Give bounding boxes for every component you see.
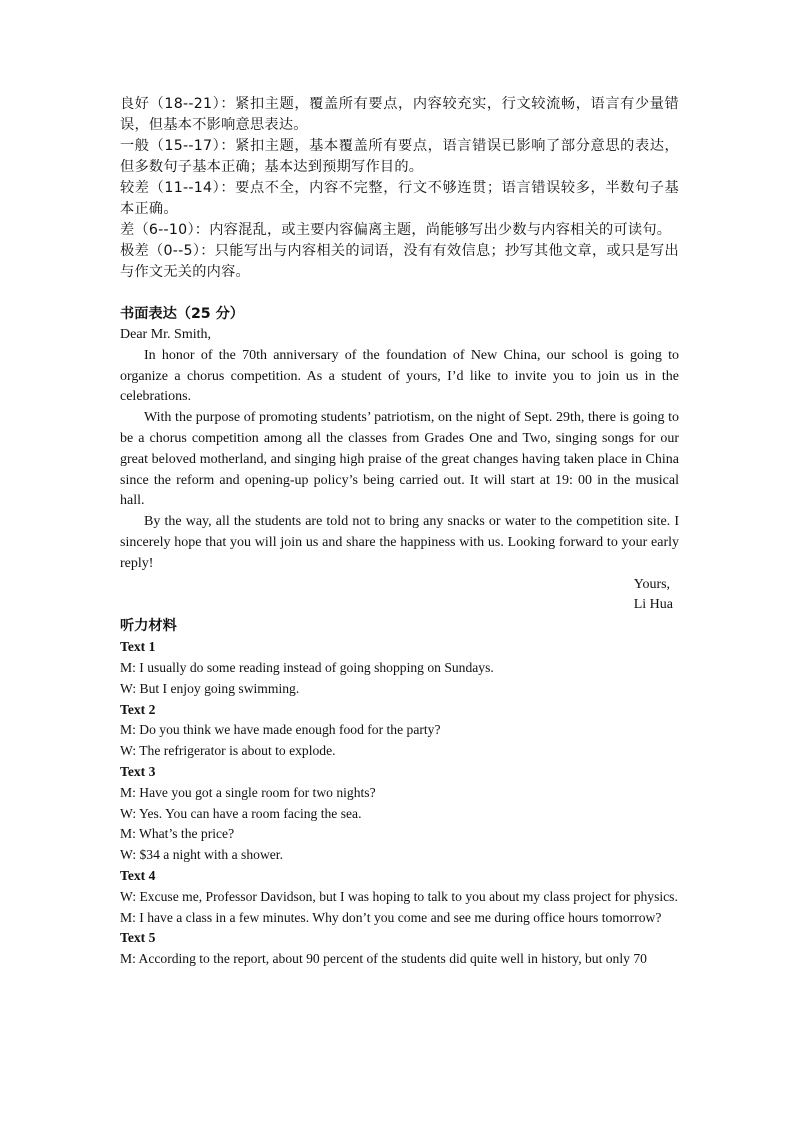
- dialogue-line: M: Do you think we have made enough food for the party?: [120, 722, 441, 738]
- text-label: Text 5: [120, 930, 156, 946]
- dialogue-line: W: Excuse me, Professor Davidson, but I was hoping to talk to you about my class project for physics.: [120, 888, 678, 904]
- dialogue-line: W: Yes. You can have a room facing the sea.: [120, 805, 362, 821]
- dialogue-line: M: I have a class in a few minutes. Why don’t you come and see me during office hours tomorrow?: [120, 909, 662, 925]
- listening-heading: 听力材料: [120, 618, 177, 635]
- sample-essay: [120, 325, 679, 616]
- grading-level-very-bad: 极差（0--5）：只能写出与内容相关的词语，没有有效信息；抄写其他文章，或只是写出与作文无关的内容。: [120, 243, 679, 280]
- dialogue-line: M: Have you got a single room for two nights?: [120, 784, 376, 800]
- spacer: [120, 283, 679, 304]
- grading-level-bad: 差（6--10）：内容混乱，或主要内容偏离主题，尚能够写出少数与内容相关的可读句。: [120, 222, 672, 238]
- essay-signature: Li Hua: [633, 597, 673, 613]
- listening-transcript: [120, 637, 679, 970]
- dialogue-line: M: What’s the price?: [120, 826, 235, 842]
- dialogue-line: W: The refrigerator is about to explode.: [120, 743, 336, 759]
- grading-level-good: 良好（18--21）：紧扣主题，覆盖所有要点，内容较充实，行文较流畅，语言有少量错误，但基本不影响意思表达。: [120, 96, 679, 133]
- text-label: Text 2: [120, 701, 156, 717]
- dialogue-line: M: I usually do some reading instead of going shopping on Sundays.: [120, 659, 494, 675]
- essay-signoff: [120, 575, 679, 617]
- grading-criteria: [120, 94, 679, 283]
- essay-paragraph: By the way, all the students are told not to bring any snacks or water to the competition site. I sincerely hope that you will join us and share the happiness with us. Looking forward to your early reply!: [120, 514, 679, 571]
- dialogue-line: M: According to the report, about 90 percent of the students did quite well in history, but only 70: [120, 951, 647, 967]
- essay-paragraph: In honor of the 70th anniversary of the foundation of New China, our school is going to organize a chorus competition. As a student of yours, I’d like to invite you to join us in the celebrations.: [120, 347, 679, 405]
- essay-salutation: Dear Mr. Smith,: [120, 327, 211, 342]
- text-label: Text 4: [120, 867, 156, 883]
- essay-heading: 书面表达（25 分）: [120, 306, 244, 322]
- essay-closing: Yours,: [633, 576, 671, 592]
- grading-level-average: 一般（15--17）：紧扣主题，基本覆盖所有要点，语言错误已影响了部分意思的表达，但多数句子基本正确；基本达到预期写作目的。: [120, 138, 679, 175]
- text-label: Text 1: [120, 639, 156, 655]
- grading-level-poor: 较差（11--14）：要点不全，内容不完整，行文不够连贯；语言错误较多，半数句子基本正确。: [120, 180, 679, 217]
- document-page: [120, 94, 679, 970]
- text-label: Text 3: [120, 763, 156, 779]
- dialogue-line: W: But I enjoy going swimming.: [120, 680, 300, 696]
- dialogue-line: W: $34 a night with a shower.: [120, 847, 283, 863]
- essay-paragraph: With the purpose of promoting students’ patriotism, on the night of Sept. 29th, there is going to be a chorus competition among all the classes from Grades One and Two, singing songs for our great beloved motherland, and singing high praise of the great changes having taken place in China since the reform and opening-up policy’s being carried out. It will start at 19: 00 in the musical hall.: [120, 410, 679, 509]
